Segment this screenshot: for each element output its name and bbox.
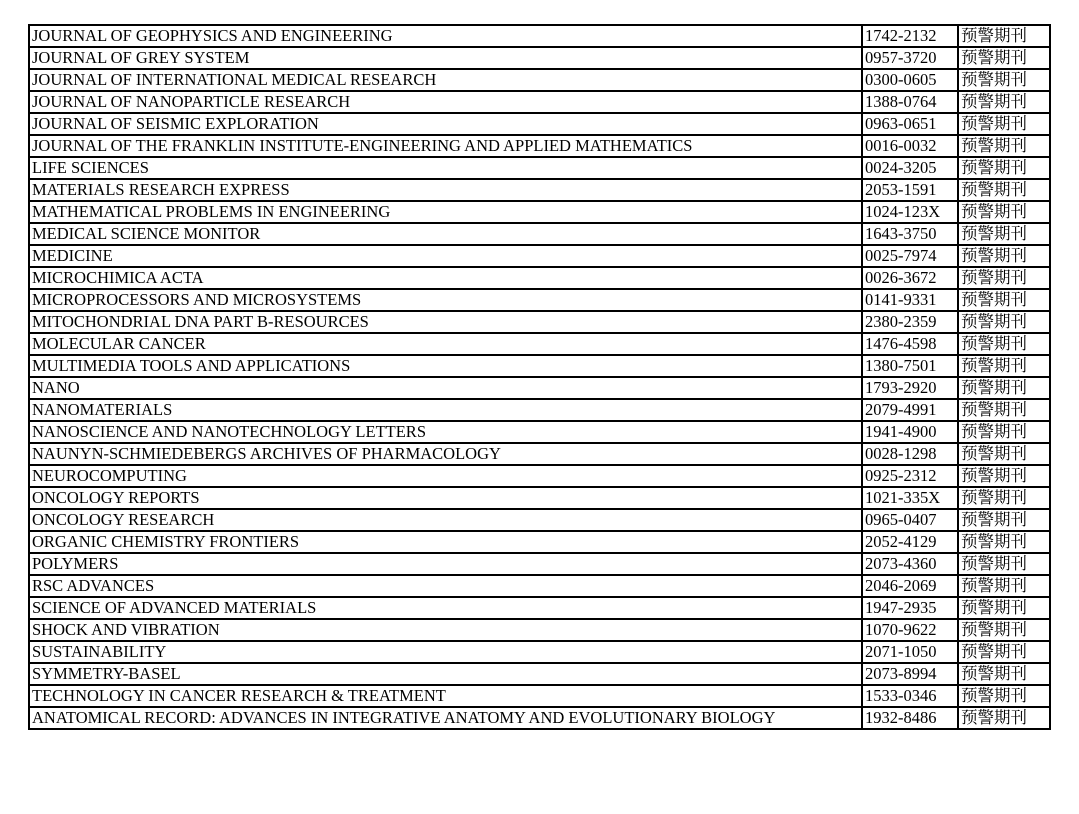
issn-cell: 0026-3672 [862,267,958,289]
warning-flag-cell: 预警期刊 [958,311,1050,333]
journal-title-cell: MICROPROCESSORS AND MICROSYSTEMS [29,289,862,311]
warning-flag-cell: 预警期刊 [958,597,1050,619]
warning-flag-cell: 预警期刊 [958,47,1050,69]
warning-flag-cell: 预警期刊 [958,201,1050,223]
journal-table-body [29,25,1050,729]
journal-title-cell: JOURNAL OF GEOPHYSICS AND ENGINEERING [29,25,862,47]
journal-title-cell: JOURNAL OF GREY SYSTEM [29,47,862,69]
issn-cell: 1388-0764 [862,91,958,113]
journal-title-cell: MITOCHONDRIAL DNA PART B-RESOURCES [29,311,862,333]
issn-cell: 0925-2312 [862,465,958,487]
issn-cell: 1947-2935 [862,597,958,619]
table-row [29,289,1050,311]
warning-flag-cell: 预警期刊 [958,25,1050,47]
table-row [29,487,1050,509]
warning-flag-cell: 预警期刊 [958,641,1050,663]
issn-cell: 0016-0032 [862,135,958,157]
issn-cell: 1742-2132 [862,25,958,47]
table-row [29,47,1050,69]
table-row [29,223,1050,245]
table-row [29,179,1050,201]
table-row [29,685,1050,707]
table-row [29,421,1050,443]
issn-cell: 0965-0407 [862,509,958,531]
table-row [29,311,1050,333]
issn-cell: 0025-7974 [862,245,958,267]
table-row [29,157,1050,179]
journal-title-cell: JOURNAL OF THE FRANKLIN INSTITUTE-ENGINEERING AND APPLIED MATHEMATICS [29,135,862,157]
warning-flag-cell: 预警期刊 [958,399,1050,421]
issn-cell: 0028-1298 [862,443,958,465]
issn-cell: 2071-1050 [862,641,958,663]
warning-flag-cell: 预警期刊 [958,333,1050,355]
journal-title-cell: MATHEMATICAL PROBLEMS IN ENGINEERING [29,201,862,223]
table-row [29,707,1050,729]
journal-title-cell: ONCOLOGY RESEARCH [29,509,862,531]
issn-cell: 0300-0605 [862,69,958,91]
journal-title-cell: ORGANIC CHEMISTRY FRONTIERS [29,531,862,553]
warning-flag-cell: 预警期刊 [958,113,1050,135]
table-row [29,113,1050,135]
issn-cell: 2052-4129 [862,531,958,553]
table-row [29,201,1050,223]
journal-title-cell: ONCOLOGY REPORTS [29,487,862,509]
table-row [29,443,1050,465]
warning-flag-cell: 预警期刊 [958,509,1050,531]
issn-cell: 1476-4598 [862,333,958,355]
issn-cell: 0957-3720 [862,47,958,69]
table-row [29,509,1050,531]
journal-title-cell: MEDICINE [29,245,862,267]
issn-cell: 1643-3750 [862,223,958,245]
journal-title-cell: LIFE SCIENCES [29,157,862,179]
warning-flag-cell: 预警期刊 [958,289,1050,311]
journal-title-cell: ANATOMICAL RECORD: ADVANCES IN INTEGRATIVE ANATOMY AND EVOLUTIONARY BIOLOGY [29,707,862,729]
journal-title-cell: MICROCHIMICA ACTA [29,267,862,289]
issn-cell: 2073-4360 [862,553,958,575]
journal-title-cell: SUSTAINABILITY [29,641,862,663]
journal-title-cell: TECHNOLOGY IN CANCER RESEARCH & TREATMENT [29,685,862,707]
issn-cell: 0024-3205 [862,157,958,179]
issn-cell: 1021-335X [862,487,958,509]
journal-title-cell: NEUROCOMPUTING [29,465,862,487]
table-row [29,619,1050,641]
issn-cell: 1941-4900 [862,421,958,443]
warning-flag-cell: 预警期刊 [958,531,1050,553]
journal-title-cell: NAUNYN-SCHMIEDEBERGS ARCHIVES OF PHARMACOLOGY [29,443,862,465]
journal-title-cell: JOURNAL OF NANOPARTICLE RESEARCH [29,91,862,113]
warning-flag-cell: 预警期刊 [958,69,1050,91]
journal-title-cell: SYMMETRY-BASEL [29,663,862,685]
journal-title-cell: NANO [29,377,862,399]
table-row [29,553,1050,575]
journal-title-cell: JOURNAL OF INTERNATIONAL MEDICAL RESEARCH [29,69,862,91]
warning-flag-cell: 预警期刊 [958,179,1050,201]
warning-flag-cell: 预警期刊 [958,245,1050,267]
warning-flag-cell: 预警期刊 [958,157,1050,179]
table-row [29,597,1050,619]
table-row [29,399,1050,421]
table-row [29,663,1050,685]
warning-flag-cell: 预警期刊 [958,685,1050,707]
table-row [29,531,1050,553]
table-row [29,69,1050,91]
table-row [29,333,1050,355]
table-row [29,135,1050,157]
table-row [29,91,1050,113]
issn-cell: 1932-8486 [862,707,958,729]
journal-title-cell: JOURNAL OF SEISMIC EXPLORATION [29,113,862,135]
warning-flag-cell: 预警期刊 [958,465,1050,487]
warning-flag-cell: 预警期刊 [958,575,1050,597]
journal-list-sheet [28,24,1051,730]
table-row [29,641,1050,663]
warning-flag-cell: 预警期刊 [958,377,1050,399]
warning-flag-cell: 预警期刊 [958,663,1050,685]
issn-cell: 2046-2069 [862,575,958,597]
issn-cell: 1380-7501 [862,355,958,377]
journal-table [28,24,1051,730]
warning-flag-cell: 预警期刊 [958,421,1050,443]
warning-flag-cell: 预警期刊 [958,619,1050,641]
warning-flag-cell: 预警期刊 [958,267,1050,289]
issn-cell: 1070-9622 [862,619,958,641]
journal-title-cell: SHOCK AND VIBRATION [29,619,862,641]
warning-flag-cell: 预警期刊 [958,355,1050,377]
table-row [29,355,1050,377]
warning-flag-cell: 预警期刊 [958,707,1050,729]
issn-cell: 0963-0651 [862,113,958,135]
journal-title-cell: RSC ADVANCES [29,575,862,597]
journal-title-cell: MULTIMEDIA TOOLS AND APPLICATIONS [29,355,862,377]
table-row [29,25,1050,47]
warning-flag-cell: 预警期刊 [958,135,1050,157]
table-row [29,575,1050,597]
warning-flag-cell: 预警期刊 [958,553,1050,575]
journal-title-cell: MOLECULAR CANCER [29,333,862,355]
journal-title-cell: MATERIALS RESEARCH EXPRESS [29,179,862,201]
table-row [29,465,1050,487]
journal-title-cell: NANOSCIENCE AND NANOTECHNOLOGY LETTERS [29,421,862,443]
table-row [29,377,1050,399]
issn-cell: 2380-2359 [862,311,958,333]
warning-flag-cell: 预警期刊 [958,223,1050,245]
warning-flag-cell: 预警期刊 [958,443,1050,465]
issn-cell: 1533-0346 [862,685,958,707]
issn-cell: 2079-4991 [862,399,958,421]
warning-flag-cell: 预警期刊 [958,487,1050,509]
journal-title-cell: MEDICAL SCIENCE MONITOR [29,223,862,245]
issn-cell: 2073-8994 [862,663,958,685]
issn-cell: 1793-2920 [862,377,958,399]
journal-title-cell: POLYMERS [29,553,862,575]
journal-title-cell: NANOMATERIALS [29,399,862,421]
issn-cell: 2053-1591 [862,179,958,201]
journal-title-cell: SCIENCE OF ADVANCED MATERIALS [29,597,862,619]
issn-cell: 1024-123X [862,201,958,223]
issn-cell: 0141-9331 [862,289,958,311]
table-row [29,245,1050,267]
warning-flag-cell: 预警期刊 [958,91,1050,113]
table-row [29,267,1050,289]
